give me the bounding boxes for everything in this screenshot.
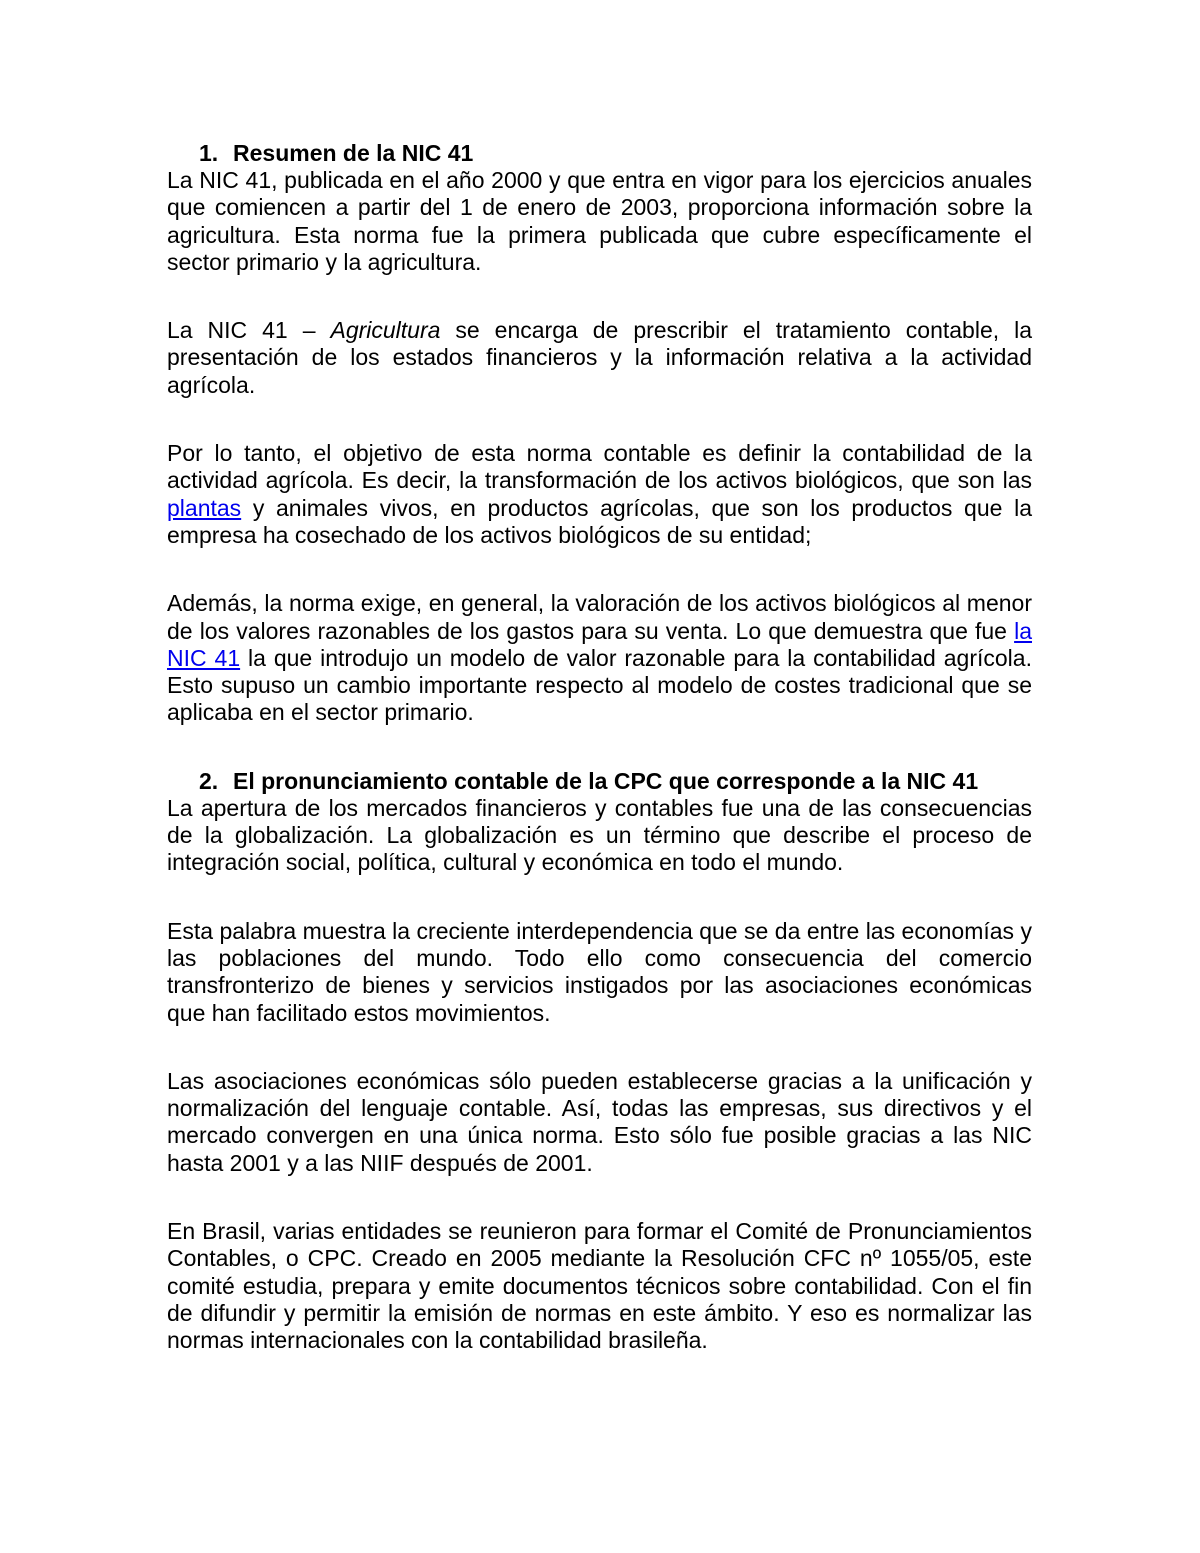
nic-41-link[interactable]: la NIC 41 xyxy=(167,617,1032,671)
section1-paragraph-4 xyxy=(167,590,1032,726)
section1-title: Resumen de la NIC 41 xyxy=(233,140,474,166)
plantas-link[interactable]: plantas xyxy=(167,494,242,521)
section1-heading xyxy=(167,140,1032,167)
section2-heading xyxy=(167,768,1032,795)
paragraph-spacer xyxy=(167,1177,1032,1218)
section2-paragraph-4: En Brasil, varias entidades se reunieron para formar el Comité de Pronunciamientos Contables, o CPC. Creado en 2005 mediante la Resolución CFC nº 1055/05, este comité estudia, prepara y emite documentos técnicos sobre contabilidad. Con el fin de difundir y permitir la emisión de normas en este ámbito. Y eso es normalizar las normas internacionales con la contabilidad brasileña. xyxy=(167,1218,1032,1354)
section1-paragraph-1: La NIC 41, publicada en el año 2000 y que entra en vigor para los ejercicios anuales que comiencen a partir del 1 de enero de 2003, proporciona información sobre la agricultura. Esta norma fue la primera publicada que cubre específicamente el sector primario y la agricultura. xyxy=(167,167,1032,275)
section2-paragraph-3: Las asociaciones económicas sólo pueden establecerse gracias a la unificación y normalización del lenguaje contable. Así, todas las empresas, sus directivos y el mercado convergen en una única norma. Esto sólo fue posible gracias a las NIC hasta 2001 y a las NIIF después de 2001. xyxy=(167,1067,1032,1176)
document-page xyxy=(167,140,1032,1355)
agricultura-italic: Agricultura xyxy=(330,317,441,344)
section1-paragraph-3-start: Por lo tanto, el objetivo de esta norma contable es definir la contabilidad de la actividad agrícola. Es decir, la transformación de los activos biológicos, que son las xyxy=(167,440,1032,494)
section2-paragraph-2: Esta palabra muestra la creciente interdependencia que se da entre las economías y las poblaciones del mundo. Todo ello como consecuencia del comercio transfronterizo de bienes y servicios instigados por las asociaciones económicas que han facilitado estos movimientos. xyxy=(167,917,1032,1026)
paragraph-spacer xyxy=(167,399,1032,440)
paragraph-spacer xyxy=(167,877,1032,918)
section2-paragraph-1: La apertura de los mercados financieros y contables fue una de las consecuencias de la globalización. La globalización es un término que describe el proceso de integración social, política, cultural y económica en todo el mundo. xyxy=(167,794,1032,876)
section2-title: El pronunciamiento contable de la CPC que corresponde a la NIC 41 xyxy=(233,767,979,794)
paragraph-spacer xyxy=(167,276,1032,317)
section1-paragraph-4-start: Además, la norma exige, en general, la valoración de los activos biológicos al menor de los valores razonables de los gastos para su venta. Lo que demuestra que fue xyxy=(167,590,1032,644)
section2-number: 2. xyxy=(199,767,219,794)
section1-paragraph-3 xyxy=(167,440,1032,549)
section1-paragraph-2-start: La NIC 41 – xyxy=(167,317,331,344)
section1-paragraph-4-end: la que introdujo un modelo de valor razonable para la contabilidad agrícola. Esto supuso un cambio importante respecto al modelo de costes tradicional que se aplicaba en el sector primario. xyxy=(167,644,1032,726)
section1-number: 1. xyxy=(199,140,219,166)
section-spacer xyxy=(167,727,1032,768)
section1-paragraph-3-end: y animales vivos, en productos agrícolas, que son los productos que la empresa ha cosechado de los activos biológicos de su entidad; xyxy=(167,494,1032,548)
section1-paragraph-2 xyxy=(167,317,1032,399)
paragraph-spacer xyxy=(167,549,1032,590)
section1-paragraph-2-end: se encarga de prescribir el tratamiento contable, la presentación de los estados financieros y la información relativa a la actividad agrícola. xyxy=(167,317,1032,398)
paragraph-spacer xyxy=(167,1027,1032,1068)
